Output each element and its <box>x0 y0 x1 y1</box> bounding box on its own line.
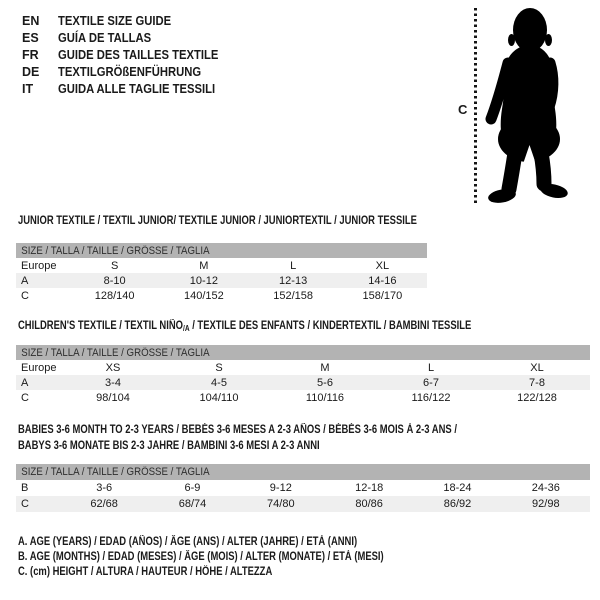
size-header-bar <box>16 345 590 360</box>
size-cell: 62/68 <box>60 496 148 512</box>
row-label: C <box>16 496 60 512</box>
size-cell: 14-16 <box>338 273 427 288</box>
row-label: B <box>21 482 29 494</box>
table-row <box>16 390 590 405</box>
language-row <box>22 30 236 47</box>
size-cell: XS <box>105 361 121 374</box>
table-row <box>16 360 590 375</box>
size-cell: 5-6 <box>272 375 378 390</box>
junior-size-table <box>16 243 427 303</box>
footnote-line: A. AGE (YEARS) / EDAD (AÑOS) / ÂGE (ANS) / ALTER (JAHRE) / ETÀ (ANNI) <box>18 536 358 548</box>
row-label: Europe <box>21 259 57 272</box>
footnote-line: B. AGE (MONTHS) / EDAD (MESES) / ÂGE (MOIS) / ALTER (MONATE) / ETÀ (MESI) <box>18 551 384 564</box>
language-code: IT <box>22 82 34 96</box>
size-cell: 3-4 <box>60 375 166 390</box>
size-cell: 6-9 <box>184 482 201 494</box>
size-cell: M <box>199 259 209 272</box>
size-cell: 12-18 <box>355 482 384 494</box>
language-guide-title: GUÍA DE TALLAS <box>58 31 152 45</box>
size-cell: 152/158 <box>273 289 313 302</box>
junior-table-title: JUNIOR TEXTILE / TEXTIL JUNIOR/ TEXTILE JUNIOR / JUNIORTEXTIL / JUNIOR TESSILE <box>18 215 417 227</box>
size-header-bar <box>16 243 427 258</box>
size-header-label: SIZE / TALLA / TAILLE / GRÖSSE / TAGLIA <box>21 346 210 359</box>
language-row <box>22 47 236 64</box>
size-cell: 158/170 <box>362 289 403 302</box>
size-cell: 3-6 <box>96 482 113 494</box>
babies-title-line2: BABYS 3-6 MONATE BIS 2-3 JAHRE / BAMBINI 3-6 MESI A 2-3 ANNI <box>18 439 320 452</box>
language-row <box>22 13 236 30</box>
size-cell: 98/104 <box>96 391 130 404</box>
size-cell: 10-12 <box>159 273 248 288</box>
children-title-subscript: /A <box>183 324 190 333</box>
size-cell: 18-24 <box>443 482 472 494</box>
language-guide-title: GUIDA ALLE TAGLIE TESSILI <box>58 82 216 96</box>
footnote-line: C. (cm) HEIGHT / ALTURA / HAUTEUR / HÖHE / ALTEZZA <box>18 566 273 579</box>
size-cell: 8-10 <box>70 273 159 288</box>
size-cell: XL <box>530 361 544 374</box>
size-cell: 68/74 <box>148 496 236 512</box>
size-cell: 74/80 <box>237 496 325 512</box>
baby-silhouette <box>482 6 574 208</box>
size-header-label: SIZE / TALLA / TAILLE / GRÖSSE / TAGLIA <box>21 466 210 478</box>
children-size-table <box>16 345 590 405</box>
size-cell: 6-7 <box>378 375 484 390</box>
babies-title-line1: BABIES 3-6 MONTH TO 2-3 YEARS / BEBÉS 3-6 MESES A 2-3 AÑOS / BÉBÉS 3-6 MOIS À 2-3 ANS / <box>18 424 457 436</box>
row-label: C <box>21 289 29 302</box>
size-cell: 12-13 <box>249 273 338 288</box>
language-code: DE <box>22 65 40 79</box>
size-cell: 104/110 <box>199 391 239 404</box>
table-row <box>16 480 590 496</box>
size-cell: S <box>215 361 223 374</box>
babies-size-table <box>16 464 590 512</box>
size-cell: 9-12 <box>269 482 292 494</box>
row-label: A <box>16 375 60 390</box>
size-cell: 122/128 <box>517 391 557 404</box>
size-header-bar <box>16 464 590 480</box>
footnote-legend <box>18 535 464 581</box>
size-cell: 110/116 <box>305 391 345 404</box>
table-row <box>16 273 427 288</box>
language-row <box>22 64 236 81</box>
size-header-label: SIZE / TALLA / TAILLE / GRÖSSE / TAGLIA <box>21 244 210 257</box>
children-title-post: / TEXTILE DES ENFANTS / KINDERTEXTIL / BAMBINI TESSILE <box>189 320 472 332</box>
children-table-title <box>18 319 471 337</box>
language-row <box>22 81 236 98</box>
size-cell: L <box>290 259 297 272</box>
size-cell: S <box>110 259 119 272</box>
language-code: FR <box>22 48 39 62</box>
table-row <box>16 258 427 273</box>
babies-table-title <box>18 423 457 454</box>
height-measure-label: C <box>458 102 468 117</box>
language-code: EN <box>22 14 40 28</box>
language-guide-title: TEXTILGRÖßENFÜHRUNG <box>58 65 202 79</box>
height-measure-dashed-line <box>474 8 477 206</box>
size-cell: XL <box>375 259 390 272</box>
size-cell: M <box>320 361 330 374</box>
language-code: ES <box>22 31 39 45</box>
row-label: Europe <box>21 361 57 374</box>
size-cell: 7-8 <box>484 375 590 390</box>
language-guide-title: TEXTILE SIZE GUIDE <box>58 14 172 28</box>
table-row <box>16 288 427 303</box>
size-cell: 92/98 <box>502 496 590 512</box>
children-title-pre: CHILDREN'S TEXTILE / TEXTIL NIÑO <box>18 320 184 332</box>
size-cell: 86/92 <box>413 496 501 512</box>
row-label: A <box>16 273 70 288</box>
row-label: C <box>21 391 29 404</box>
size-cell: 24-36 <box>531 482 560 494</box>
size-cell: 128/140 <box>94 289 135 302</box>
size-cell: 80/86 <box>325 496 413 512</box>
table-row <box>16 496 590 512</box>
size-cell: 4-5 <box>166 375 272 390</box>
size-cell: 140/152 <box>183 289 224 302</box>
table-row <box>16 375 590 390</box>
size-cell: L <box>427 361 435 374</box>
size-cell: 116/122 <box>411 391 451 404</box>
language-title-list <box>22 13 236 98</box>
language-guide-title: GUIDE DES TAILLES TEXTILE <box>58 48 219 62</box>
